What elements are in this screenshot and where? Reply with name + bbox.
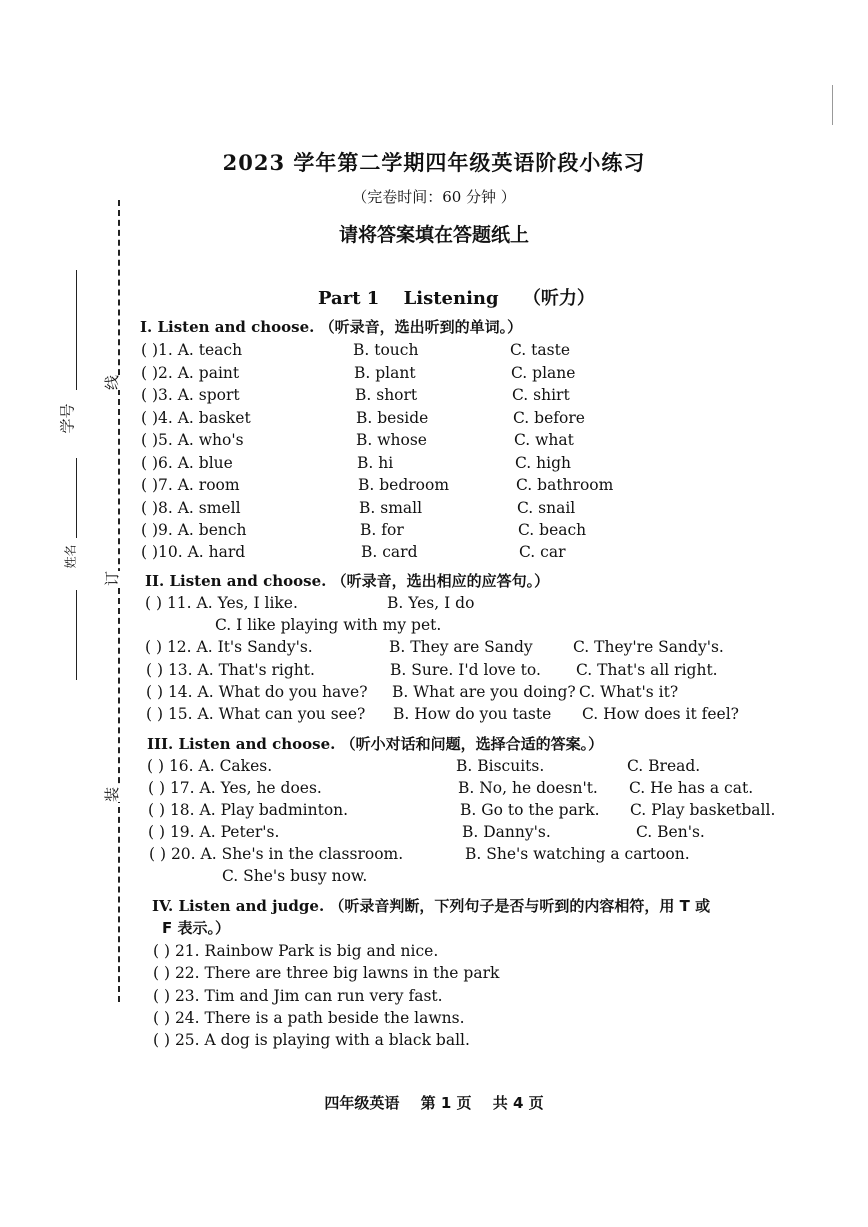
exam-title: 2023 学年第二学期四年级英语阶段小练习: [222, 150, 646, 175]
question-14-option-c: C. What's it?: [579, 683, 679, 701]
question-16-option-c: C. Bread.: [627, 757, 701, 775]
question-20-option-a: ( ) 20. A. She's in the classroom.: [149, 845, 404, 863]
question-7-option-a: ( )7. A. room: [141, 476, 240, 494]
question-19-option-a: ( ) 19. A. Peter's.: [148, 823, 280, 841]
question-2-option-c: C. plane: [511, 364, 576, 382]
question-5-option-b: B. whose: [356, 431, 427, 449]
scan-edge-mark: [832, 85, 833, 125]
name-label: 姓名: [63, 544, 78, 569]
question-9-option-b: B. for: [360, 521, 404, 539]
question-6-option-b: B. hi: [357, 454, 394, 472]
question-2-option-a: ( )2. A. paint: [141, 364, 240, 382]
question-6-option-a: ( )6. A. blue: [141, 454, 233, 472]
question-24-statement: ( ) 24. There is a path beside the lawns.: [153, 1009, 465, 1027]
question-18-option-b: B. Go to the park.: [460, 801, 600, 819]
question-4-option-c: C. before: [513, 409, 585, 427]
section-2-heading-zh: （听录音，选出相应的应答句。）: [331, 572, 550, 590]
question-1-option-b: B. touch: [353, 341, 419, 359]
section-1-heading: [140, 316, 522, 337]
part-1-number: Part 1: [318, 288, 380, 309]
question-12-option-b: B. They are Sandy: [389, 638, 533, 656]
page-footer: [0, 1092, 868, 1113]
question-10-option-a: ( )10. A. hard: [141, 543, 246, 561]
question-13-option-c: C. That's all right.: [576, 661, 718, 679]
question-21-statement: ( ) 21. Rainbow Park is big and nice.: [153, 942, 439, 960]
question-5-option-c: C. what: [514, 431, 574, 449]
section-3-heading-zh: （听小对话和问题，选择合适的答案。）: [340, 735, 604, 753]
question-11-option-c: C. I like playing with my pet.: [215, 616, 442, 634]
footer-total-pages: 共 4 页: [492, 1094, 544, 1112]
question-3-option-a: ( )3. A. sport: [141, 386, 240, 404]
binding-dashed-line: [118, 200, 120, 1002]
question-11-option-a: ( ) 11. A. Yes, I like.: [145, 594, 298, 612]
question-6-option-c: C. high: [515, 454, 572, 472]
question-15-option-c: C. How does it feel?: [582, 705, 739, 723]
student-id-blank-line: [76, 270, 77, 390]
section-4-heading: [152, 895, 710, 916]
question-4-option-a: ( )4. A. basket: [141, 409, 251, 427]
question-22-statement: ( ) 22. There are three big lawns in the park: [153, 964, 500, 982]
student-id-label: 学号: [58, 403, 77, 434]
section-4-heading-en: IV. Listen and judge.: [152, 897, 325, 915]
footer-subject: 四年级英语: [324, 1094, 400, 1112]
question-13-option-a: ( ) 13. A. That's right.: [146, 661, 315, 679]
question-18-option-c: C. Play basketball.: [630, 801, 776, 819]
question-20-option-c: C. She's busy now.: [222, 867, 368, 885]
question-3-option-b: B. short: [355, 386, 418, 404]
section-4-heading-zh-2: F 表示。）: [162, 919, 230, 937]
question-17-option-b: B. No, he doesn't.: [458, 779, 598, 797]
question-8-option-c: C. snail: [517, 499, 576, 517]
question-17-option-a: ( ) 17. A. Yes, he does.: [148, 779, 322, 797]
section-3-heading-en: III. Listen and choose.: [147, 735, 336, 753]
question-14-option-a: ( ) 14. A. What do you have?: [146, 683, 368, 701]
line-label: 线: [103, 374, 122, 391]
question-20-option-b: B. She's watching a cartoon.: [465, 845, 690, 863]
question-9-option-a: ( )9. A. bench: [141, 521, 247, 539]
question-23-statement: ( ) 23. Tim and Jim can run very fast.: [153, 987, 443, 1005]
section-1-heading-en: I. Listen and choose.: [140, 318, 315, 336]
question-16-option-a: ( ) 16. A. Cakes.: [147, 757, 273, 775]
question-8-option-b: B. small: [359, 499, 423, 517]
question-14-option-b: B. What are you doing?: [392, 683, 576, 701]
section-3-heading: [147, 733, 603, 754]
question-7-option-c: C. bathroom: [516, 476, 614, 494]
question-10-option-b: B. card: [361, 543, 418, 561]
question-13-option-b: B. Sure. I'd love to.: [390, 661, 541, 679]
question-3-option-c: C. shirt: [512, 386, 570, 404]
section-4-heading-zh: （听录音判断，下列句子是否与听到的内容相符，用 T 或: [329, 897, 711, 915]
question-15-option-b: B. How do you taste: [393, 705, 552, 723]
name-blank-line: [76, 590, 77, 680]
question-15-option-a: ( ) 15. A. What can you see?: [146, 705, 366, 723]
question-1-option-a: ( )1. A. teach: [141, 341, 243, 359]
question-17-option-c: C. He has a cat.: [629, 779, 754, 797]
question-8-option-a: ( )8. A. smell: [141, 499, 241, 517]
exam-duration: （完卷时间：60 分钟 ）: [352, 188, 516, 206]
question-11-option-b: B. Yes, I do: [387, 594, 475, 612]
section-1-heading-zh: （听录音，选出听到的单词。）: [319, 318, 523, 336]
question-9-option-c: C. beach: [518, 521, 587, 539]
fold-label: 装: [103, 786, 122, 803]
question-19-option-b: B. Danny's.: [462, 823, 551, 841]
part-1-title-zh: （听力）: [522, 288, 595, 309]
question-5-option-a: ( )5. A. who's: [141, 431, 244, 449]
question-4-option-b: B. beside: [356, 409, 429, 427]
question-2-option-b: B. plant: [354, 364, 416, 382]
question-19-option-c: C. Ben's.: [636, 823, 705, 841]
question-12-option-c: C. They're Sandy's.: [573, 638, 724, 656]
student-id-blank-line-2: [76, 458, 77, 538]
answer-instruction: 请将答案填在答题纸上: [338, 224, 529, 246]
question-16-option-b: B. Biscuits.: [456, 757, 545, 775]
question-10-option-c: C. car: [519, 543, 566, 561]
question-18-option-a: ( ) 18. A. Play badminton.: [148, 801, 349, 819]
section-4-heading-line-2: [162, 917, 230, 938]
question-7-option-b: B. bedroom: [358, 476, 450, 494]
bind-label: 订: [103, 570, 122, 587]
question-25-statement: ( ) 25. A dog is playing with a black ball.: [153, 1031, 470, 1049]
part-1-title: Listening: [403, 288, 499, 309]
question-1-option-c: C. taste: [510, 341, 570, 359]
part-1-heading: [318, 284, 613, 310]
section-2-heading-en: II. Listen and choose.: [145, 572, 327, 590]
question-12-option-a: ( ) 12. A. It's Sandy's.: [145, 638, 313, 656]
section-2-heading: [145, 570, 549, 591]
footer-page-number: 第 1 页: [420, 1094, 472, 1112]
